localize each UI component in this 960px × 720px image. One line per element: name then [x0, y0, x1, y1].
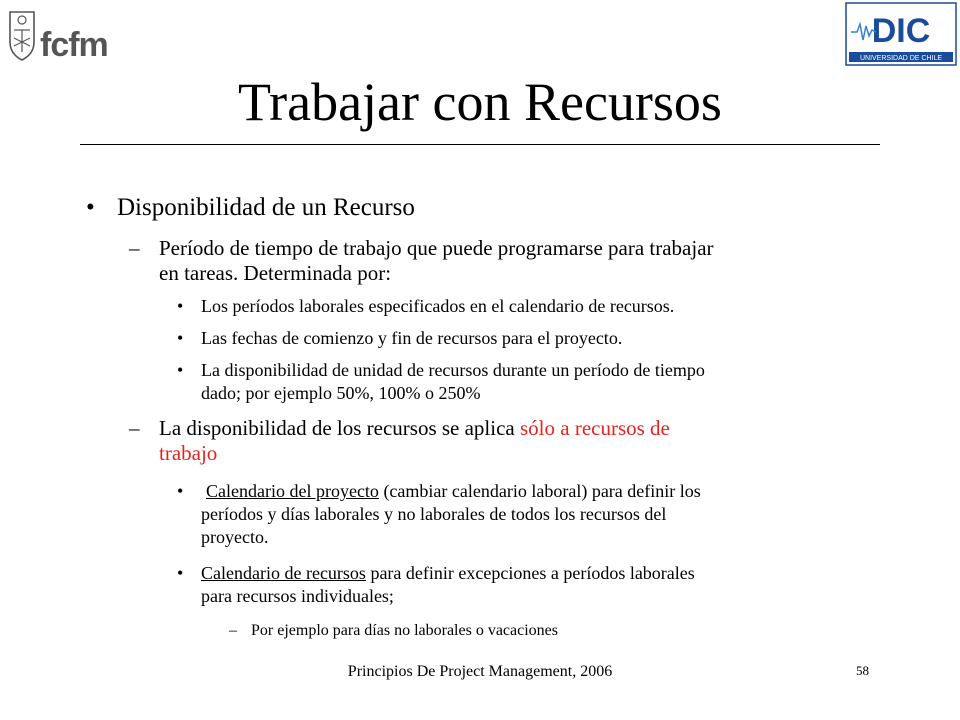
slide-number: 58	[856, 663, 869, 678]
footer-text: Principios De Project Management, 2006	[347, 663, 613, 680]
highlight-recursos-trabajo: sólo a recursos de	[520, 416, 670, 440]
item-fechas-comienzo: Las fechas de comienzo y fin de recursos para el proyecto.	[201, 328, 623, 348]
dic-logo-subtitle: UNIVERSIDAD DE CHILE	[859, 55, 943, 62]
item-calendario-proyecto-line2: períodos y días laborales y no laborales de todos los recursos del	[201, 504, 667, 524]
item-ejemplo-dias: Por ejemplo para días no laborales o vacaciones	[251, 622, 558, 639]
item-calendario-proyecto-line3: proyecto.	[201, 527, 269, 547]
title-divider	[80, 144, 880, 145]
calendario-recursos-link: Calendario de recursos	[201, 563, 366, 583]
bullet-marker: •	[177, 563, 184, 583]
university-shield-icon	[6, 6, 112, 68]
calendario-proyecto-desc: (cambiar calendario laboral) para definir los	[378, 481, 701, 501]
bullet-disponibilidad: Disponibilidad de un Recurso	[117, 194, 415, 221]
fcfm-logo-text: fcfm	[40, 26, 108, 64]
calendario-proyecto-link: Calendario del proyecto	[206, 481, 379, 501]
slide-title: Trabajar con Recursos	[238, 72, 722, 132]
bullet-marker: •	[177, 328, 184, 348]
dash-marker: –	[229, 622, 237, 639]
subitem-periodo-line1: Período de tiempo de trabajo que puede programarse para trabajar	[159, 236, 714, 260]
item-calendario-recursos-line2: para recursos individuales;	[201, 586, 394, 606]
bullet-marker: •	[177, 360, 184, 380]
dic-logo-text: DIC	[871, 12, 931, 50]
bullet-marker: •	[86, 194, 95, 221]
item-calendario-recursos-line1	[201, 562, 695, 584]
item-disponibilidad-unidad-line1: La disponibilidad de unidad de recursos durante un período de tiempo	[201, 360, 705, 380]
fcfm-logo	[6, 6, 112, 68]
bullet-marker: •	[177, 296, 184, 316]
item-disponibilidad-unidad-line2: dado; por ejemplo 50%, 100% o 250%	[201, 383, 481, 403]
item-calendario-proyecto-line1	[206, 480, 701, 502]
subitem-aplica-line1	[159, 416, 670, 441]
bullet-marker: •	[177, 481, 184, 501]
dash-marker: –	[129, 236, 140, 260]
calendario-recursos-desc: para definir excepciones a períodos laborales	[365, 563, 695, 583]
subitem-aplica-text: La disponibilidad de los recursos se aplica	[159, 416, 520, 440]
dash-marker: –	[129, 416, 140, 440]
dic-logo	[845, 2, 957, 66]
highlight-trabajo: trabajo	[159, 441, 218, 465]
subitem-periodo-line2: en tareas. Determinada por:	[159, 261, 392, 285]
item-periodos-laborales: Los períodos laborales especificados en el calendario de recursos.	[201, 296, 675, 316]
